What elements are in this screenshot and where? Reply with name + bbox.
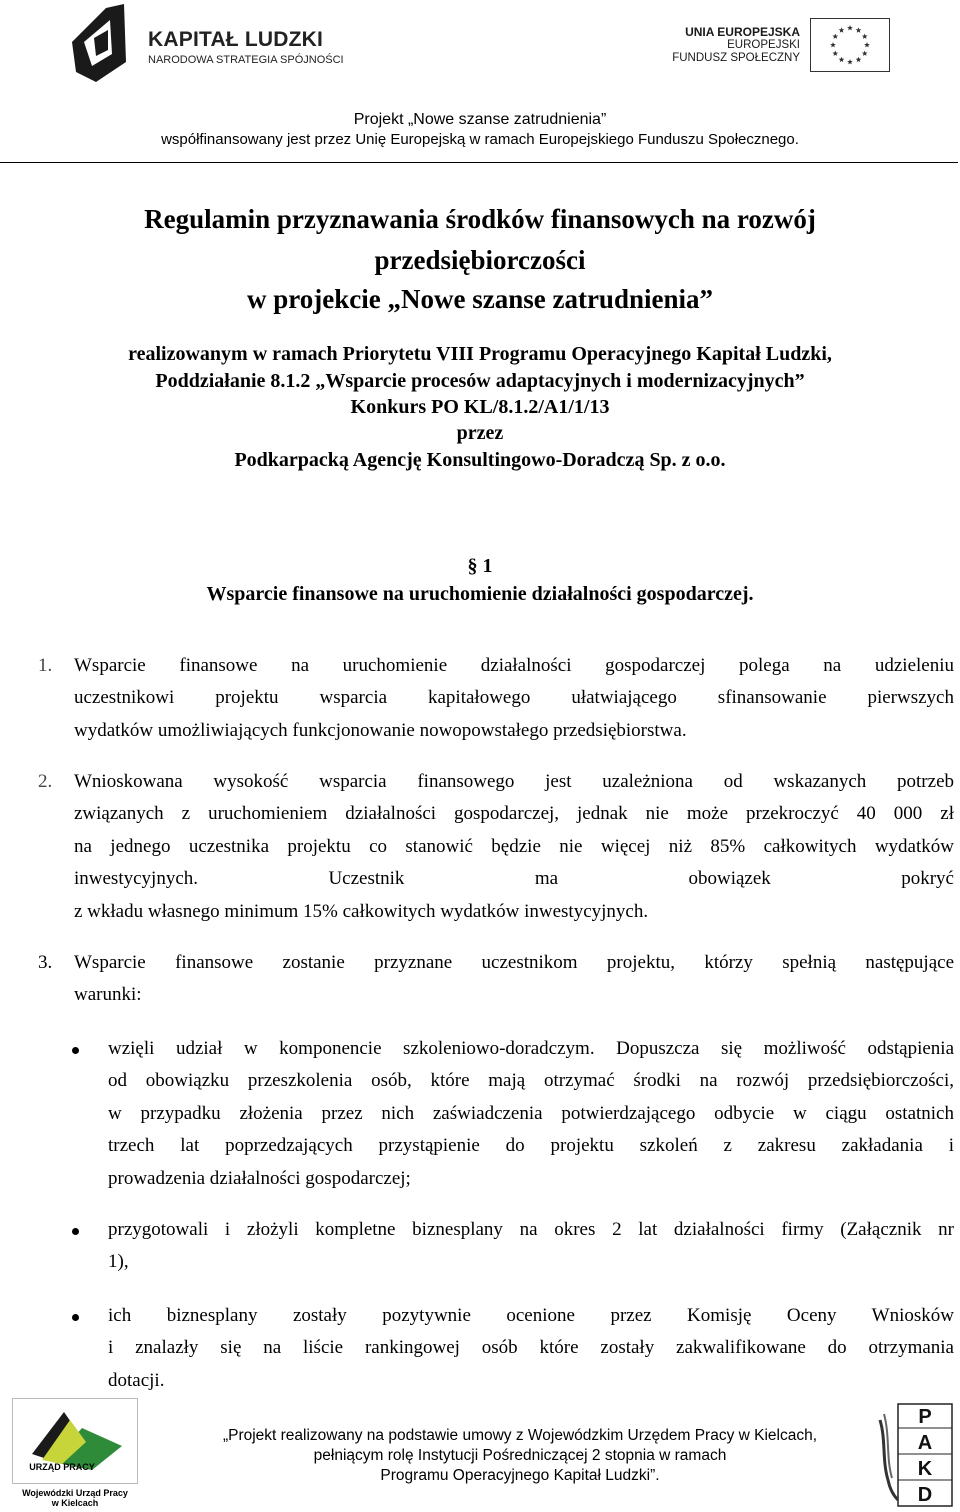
bullet-line: wzięli udział w komponencie szkoleniowo-doradczym. Dopuszcza się możliwość odstąpienia [108, 1038, 954, 1059]
paragraph-line: wydatków umożliwiających funkcjonowanie nowopowstałego przedsiębiorstwa. [74, 719, 687, 741]
bullet-line: w przypadku złożenia przez nich zaświadczenia potwierdzającego odbycie w ciągu ostatnich [108, 1102, 954, 1124]
section-number: § 1 [467, 555, 493, 577]
subtitle-line-5: Podkarpacką Agencję Konsultingowo-Doradczą Sp. z o.o. [234, 449, 726, 471]
kapital-ludzki-subtitle: NARODOWA STRATEGIA SPÓJNOŚCI [148, 54, 344, 66]
document-title-line-2: przedsiębiorczości [374, 245, 586, 275]
paragraph-3 [38, 947, 954, 1012]
wup-label-1: URZĄD PRACY [29, 1462, 95, 1472]
wup-kielce-logo [12, 1398, 138, 1508]
eu-line-2: EUROPEJSKI [727, 39, 800, 51]
paragraph-line: na jednego uczestnika projektu co stanowić będzie nie więcej niż 85% całkowitych wydatków [74, 835, 954, 857]
pakd-letter-a: A [917, 1432, 933, 1454]
wup-label-3: w Kielcach [51, 1498, 99, 1508]
paragraph-line: Wsparcie finansowe zostanie przyznane uczestnikom projektu, którzy spełnią następujące [74, 952, 954, 973]
bullet-line: prowadzenia działalności gospodarczej; [108, 1167, 411, 1189]
document-title-line-1: Regulamin przyznawania środków finansowych na rozwój [144, 204, 816, 234]
paragraph-number: 2. [38, 771, 53, 792]
pakd-letter-k: K [917, 1458, 933, 1480]
bullet-line: dotacji. [108, 1369, 165, 1391]
paragraph-1 [38, 650, 954, 747]
header-divider [0, 162, 958, 163]
bullet-dot-icon [72, 1314, 79, 1321]
paragraph-line: uczestnikowi projektu wsparcia kapitałowego ułatwiającego sfinansowanie pierwszych [74, 687, 954, 709]
pakd-letter-d: D [917, 1484, 933, 1506]
paragraph-number: 1. [38, 655, 53, 676]
section-heading: Wsparcie finansowe na uruchomienie działalności gospodarczej. [206, 583, 754, 605]
bullet-line: przygotowali i złożyli kompletne biznesplany na okres 2 lat działalności firmy (Załącznik nr [108, 1219, 954, 1240]
eu-line-1: UNIA EUROPEJSKA [685, 25, 800, 39]
paragraph-line: związanych z uruchomieniem działalności gospodarczej, jednak nie może przekroczyć 40 000 zł [74, 803, 954, 825]
kapital-ludzki-title: KAPITAŁ LUDZKI [148, 28, 324, 51]
eu-flag-icon [810, 18, 890, 72]
bullet-item-1 [72, 1033, 954, 1195]
subtitle-line-1: realizowanym w ramach Priorytetu VIII Programu Operacyjnego Kapitał Ludzki, [128, 343, 832, 365]
bullet-item-2 [72, 1214, 954, 1279]
project-name-line: Projekt „Nowe szanse zatrudnienia” [353, 111, 607, 128]
eu-line-3: FUNDUSZ SPOŁECZNY [672, 52, 800, 64]
document-title-line-3: w projekcie „Nowe szanse zatrudnienia” [247, 284, 713, 314]
subtitle-line-4: przez [456, 422, 504, 444]
footer-line-3: Programu Operacyjnego Kapitał Ludzki”. [380, 1467, 660, 1484]
paragraph-2 [38, 766, 954, 928]
cofinance-line: współfinansowany jest przez Unię Europejską w ramach Europejskiego Funduszu Społecznego. [161, 131, 799, 148]
footer-line-2: pełniącym rolę Instytucji Pośredniczącej 2 stopnia w ramach [313, 1447, 727, 1464]
bullet-line: trzech lat poprzedzających przystąpienie do projektu szkoleń z zakresu zakładania i [108, 1135, 954, 1157]
footer-text [160, 1426, 880, 1486]
bullet-line: od obowiązku przeszkolenia osób, które mają otrzymać środki na rozwój przedsiębiorczości, [108, 1070, 954, 1092]
bullet-dot-icon [72, 1228, 79, 1235]
pakd-logo [876, 1400, 956, 1508]
bullet-dot-icon [72, 1047, 79, 1054]
paragraph-line: inwestycyjnych. Uczestnik ma obowiązek pokryć [74, 868, 954, 890]
paragraph-line: Wsparcie finansowe na uruchomienie działalności gospodarczej polega na udzieleniu [74, 655, 954, 676]
paragraph-line: Wnioskowana wysokość wsparcia finansowego jest uzależniona od wskazanych potrzeb [74, 771, 954, 792]
paragraph-line: warunki: [74, 984, 142, 1006]
footer-line-1: „Projekt realizowany na podstawie umowy z Wojewódzkim Urzędem Pracy w Kielcach, [222, 1427, 818, 1444]
bullet-item-3 [72, 1300, 954, 1397]
eu-text-block [664, 26, 800, 65]
pakd-letter-p: P [918, 1406, 932, 1428]
wup-label-2: Wojewódzki Urząd Pracy [22, 1488, 128, 1498]
paragraph-number: 3. [38, 952, 53, 973]
paragraph-line: z wkładu własnego minimum 15% całkowitych wydatków inwestycyjnych. [74, 900, 649, 922]
bullet-line: ich biznesplany zostały pozytywnie ocenione przez Komisję Oceny Wniosków [108, 1305, 954, 1326]
bullet-line: i znalazły się na liście rankingowej osób które zostały zakwalifikowane do otrzymania [108, 1337, 954, 1359]
subtitle-line-3: Konkurs PO KL/8.1.2/A1/1/13 [350, 396, 610, 418]
subtitle-line-2: Poddziałanie 8.1.2 „Wsparcie procesów adaptacyjnych i modernizacyjnych” [155, 370, 805, 392]
bullet-line: 1), [108, 1251, 129, 1273]
